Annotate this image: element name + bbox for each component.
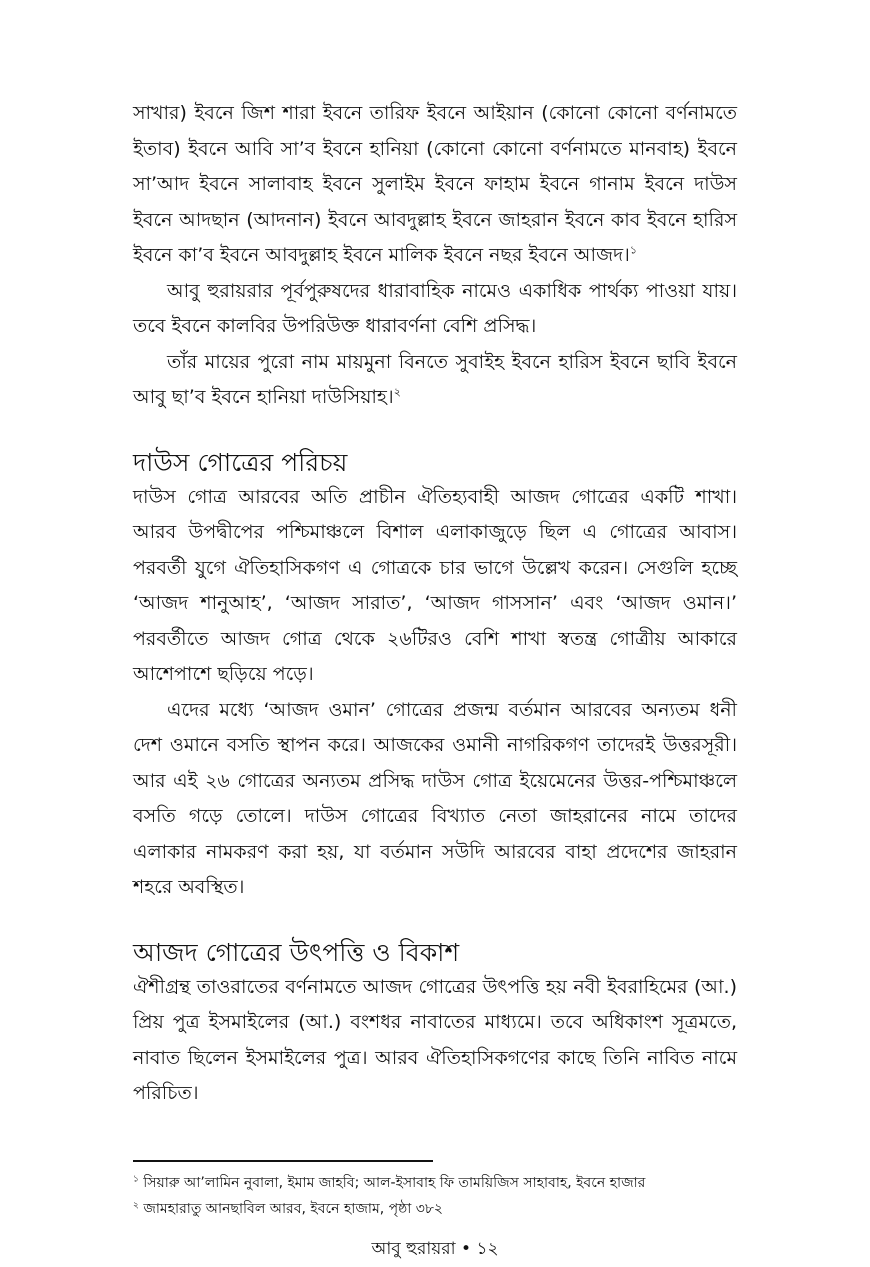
footnote-mark: ১ <box>133 1174 139 1185</box>
footnote-2 <box>133 1196 753 1222</box>
paragraph-daus-intro: দাউস গোত্র আরবের অতি প্রাচীন ঐতিহ্যবাহী আজদ গোত্রের একটি শাখা। আরব উপদ্বীপের পশ্চিমাঞ্চলে বিশাল এলাকাজুড়ে ছিল এ গোত্রের আবাস। পরবর্তী যুগে ঐতিহাসিকগণ এ গোত্রকে চার ভাগে উল্লেখ করেন। সেগুলি হচ্ছে ‘আজদ শানুআহ’, ‘আজদ সারাত’, ‘আজদ গাসসান’ এবং ‘আজদ ওমান।’ পরবর্তীতে আজদ গোত্র থেকে ২৬টিরও বেশি শাখা স্বতন্ত্র গোত্রীয় আকারে আশেপাশে ছড়িয়ে পড়ে। <box>133 485 737 685</box>
paragraph-azd-origin: ঐশীগ্রন্থ তাওরাতের বর্ণনামতে আজদ গোত্রের উৎপত্তি হয় নবী ইবরাহিমের (আ.) প্রিয় পুত্র ইসমাইলের (আ.) বংশধর নাবাতের মাধ্যমে। তবে অধিকাংশ সূত্রমতে, নাবাত ছিলেন ইসমাইলের পুত্র। আরব ঐতিহাসিকগণের কাছে তিনি নাবিত নামে পরিচিত। <box>133 975 737 1104</box>
paragraph-lineage-variants: আবু হুরায়রার পূর্বপুরুষদের ধারাবাহিক নামেও একাধিক পার্থক্য পাওয়া যায়। তবে ইবনে কালবির উপরিউক্ত ধারাবর্ণনা বেশি প্রসিদ্ধ। <box>133 279 737 337</box>
footnote-text: সিয়ারু আ’লামিন নুবালা, ইমাম জাহবি; আল-ইসাবাহ ফি তাময়িজিস সাহাবাহ, ইবনে হাজার <box>143 1175 646 1191</box>
footnote-mark: ২ <box>133 1200 139 1211</box>
paragraph-azd-oman: এদের মধ্যে ‘আজদ ওমান’ গোত্রের প্রজন্ম বর্তমান আরবের অন্যতম ধনী দেশ ওমানে বসতি স্থাপন করে। আজকের ওমানী নাগরিকগণ তাদেরই উত্তরসূরী। আর এই ২৬ গোত্রের অন্যতম প্রসিদ্ধ দাউস গোত্র ইয়েমেনের উত্তর-পশ্চিমাঞ্চলে বসতি গড়ে তোলে। দাউস গোত্রের বিখ্যাত নেতা জাহরানের নামে তাদের এলাকার নামকরণ করা হয়, যা বর্তমান সউদি আরবের বাহা প্রদেশের জাহরান শহরে অবস্থিত। <box>133 698 737 898</box>
page-footer <box>0 1237 870 1261</box>
page-body <box>133 96 737 1112</box>
paragraph-lineage-text: সাখার) ইবনে জিশ শারা ইবনে তারিফ ইবনে আইয়ান (কোনো কোনো বর্ণনামতে ইতাব) ইবনে আবি সা’ব ইবনে হানিয়া (কোনো কোনো বর্ণনামতে মানবাহ) ইবনে সা’আদ ইবনে সালাবাহ ইবনে সুলাইম ইবনে ফাহাম ইবনে গানাম ইবনে দাউস ইবনে আদছান (আদনান) ইবনে আবদুল্লাহ ইবনে জাহরান ইবনে কাব ইবনে হারিস ইবনে কা’ব ইবনে আবদুল্লাহ ইবনে মালিক ইবনে নছর ইবনে আজদ। <box>133 102 737 266</box>
running-title: আবু হুরায়রা <box>371 1239 456 1259</box>
folio-separator: • <box>461 1239 472 1259</box>
section-heading-daus: দাউস গোত্রের পরিচয় <box>133 447 348 477</box>
footnotes <box>133 1170 753 1222</box>
paragraph-mother <box>133 345 737 416</box>
paragraph-lineage <box>133 96 737 274</box>
paragraph-mother-text: তাঁর মায়ের পুরো নাম মায়মুনা বিনতে সুবাইহ ইবনে হারিস ইবনে ছাবি ইবনে আবু ছা’ব ইবনে হানিয়া দাউসিয়াহ। <box>133 350 737 408</box>
footnote-text: জামহারাতু আনছাবিল আরব, ইবনে হাজাম, পৃষ্ঠা ৩৮২ <box>143 1201 444 1217</box>
footnote-1 <box>133 1170 753 1196</box>
footnote-divider <box>133 1160 433 1162</box>
footnote-ref-1[interactable]: ১ <box>629 243 637 257</box>
footnote-ref-2[interactable]: ২ <box>393 385 401 399</box>
section-heading-azd-origin: আজদ গোত্রের উৎপত্তি ও বিকাশ <box>133 937 460 967</box>
page-number: ১২ <box>476 1239 499 1259</box>
